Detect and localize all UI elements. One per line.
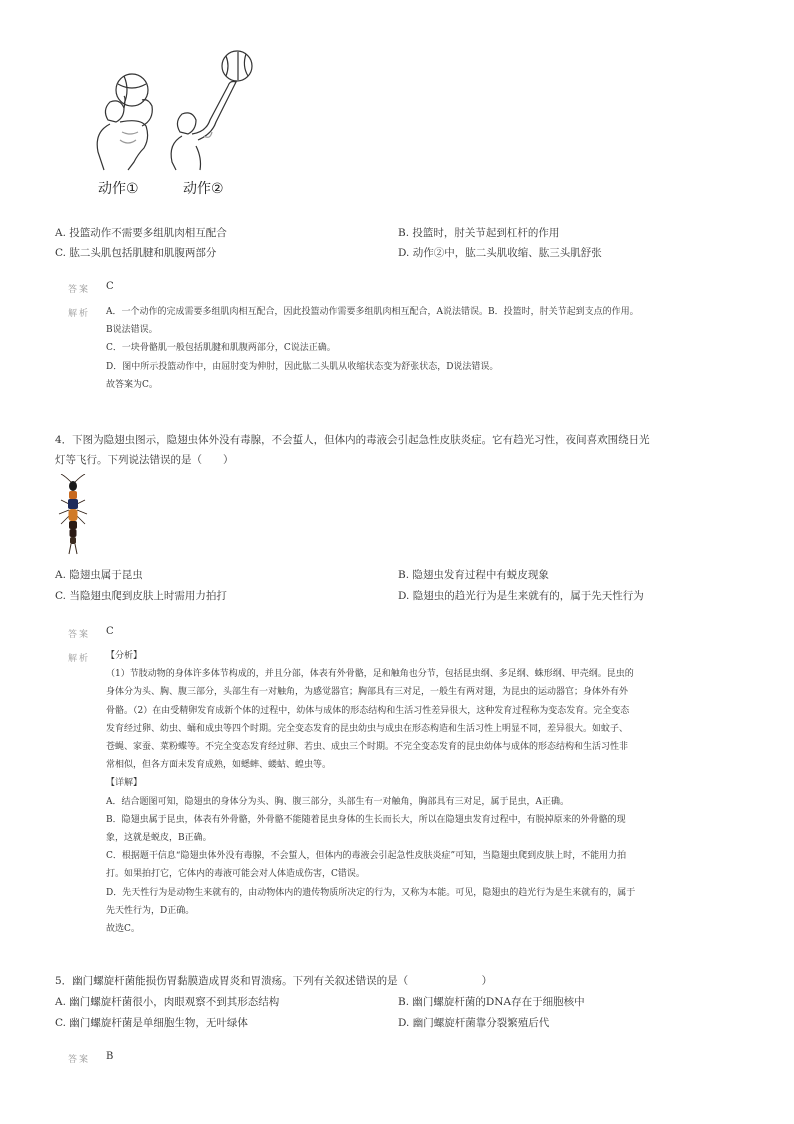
q3-explanation bbox=[106, 303, 746, 394]
q3-explanation-line: C．一块骨骼肌一般包括肌腱和肌腹两部分，C说法正确。 bbox=[106, 343, 336, 354]
q3-option-a: A. 投篮动作不需要多组肌肉相互配合 bbox=[55, 227, 227, 239]
q3-option-c: C. 肱二头肌包括肌腱和肌腹两部分 bbox=[55, 247, 217, 259]
q4-explanation-line: 身体分为头、胸、腹三部分，头部生有一对触角，为感觉器官；胸部具有三对足，一般生有两对翅，为昆虫的运动器官；身体外有外 bbox=[106, 687, 629, 698]
q5-answer-value: B bbox=[106, 1051, 114, 1062]
q4-answer-label: 答案 bbox=[68, 630, 91, 640]
q4-explanation-line: 苍蝇、家蚕、菜粉蝶等。不完全变态发育经过卵、若虫、成虫三个时期。不完全变态发育的昆虫幼体与成体的形态结构和生活习性非 bbox=[106, 742, 629, 753]
q4-answer-value: C bbox=[106, 626, 114, 637]
q3-option-b: B. 投篮时，肘关节起到杠杆的作用 bbox=[398, 227, 560, 239]
rove-beetle-image bbox=[55, 474, 91, 564]
q4-explanation-line: 骨骼。（2）在由受精卵发育成新个体的过程中，幼体与成体的形态结构和生活习性差异很大，这种发育过程称为变态发育。完全变态 bbox=[106, 705, 630, 716]
q5-stem: 5．幽门螺旋杆菌能损伤胃黏膜造成胃炎和胃溃疡。下列有关叙述错误的是（ ） bbox=[55, 975, 493, 987]
q4-option-d: D. 隐翅虫的趋光行为是生来就有的，属于先天性行为 bbox=[398, 590, 644, 602]
q4-explanation bbox=[106, 647, 756, 938]
q4-explanation-line: D．先天性行为是动物生来就有的，由动物体内的遗传物质所决定的行为，又称为本能。可见，隐翅虫的趋光行为是生来就有的，属于 bbox=[106, 887, 636, 898]
q4-explanation-label: 解析 bbox=[68, 654, 91, 664]
q4-explanation-line: C．根据题干信息“隐翅虫体外没有毒腺，不会蜇人，但体内的毒液会引起急性皮肤炎症”可知，当隐翅虫爬到皮肤上时，不能用力拍 bbox=[106, 851, 627, 862]
q5-option-c: C. 幽门螺旋杆菌是单细胞生物，无叶绿体 bbox=[55, 1017, 248, 1029]
q3-explanation-line: B说法错误。 bbox=[106, 325, 158, 336]
q4-explanation-line: B．隐翅虫属于昆虫，体表有外骨骼，外骨骼不能随着昆虫身体的生长而长大，所以在隐翅虫发育过程中，有脱掉原来的外骨骼的现 bbox=[106, 814, 626, 825]
q3-explanation-label: 解析 bbox=[68, 309, 91, 319]
q4-option-a: A. 隐翅虫属于昆虫 bbox=[55, 569, 143, 581]
q3-option-d: D. 动作②中，肱二头肌收缩、肱三头肌舒张 bbox=[398, 247, 602, 259]
q4-explanation-line: 先天性行为，D正确。 bbox=[106, 905, 195, 916]
q4-option-c: C. 当隐翅虫爬到皮肤上时需用力拍打 bbox=[55, 590, 227, 602]
basketball-illustration bbox=[80, 40, 280, 200]
q4-explanation-line: 发育经过卵、幼虫、蛹和成虫等四个时期。完全变态发育的昆虫幼虫与成虫在形态构造和生活习性上明显不同，差异很大。如蚊子、 bbox=[106, 723, 629, 734]
q3-explanation-line: 故答案为C。 bbox=[106, 379, 158, 390]
q4-explanation-line: 常相似，但各方面未发育成熟，如蟋蟀、蝼蛄、蝗虫等。 bbox=[106, 760, 332, 771]
q4-option-b: B. 隐翅虫发育过程中有蜕皮现象 bbox=[398, 569, 549, 581]
q4-explanation-line: A．结合题图可知，隐翅虫的身体分为头、胸、腹三部分，头部生有一对触角，胸部具有三对足，属于昆虫，A正确。 bbox=[106, 796, 570, 807]
q3-explanation-line: D．图中所示投篮动作中，由屈肘变为伸肘，因此肱二头肌从收缩状态变为舒张状态，D说法错误。 bbox=[106, 361, 499, 372]
figure-label-action-1: 动作① bbox=[98, 181, 139, 197]
q4-stem bbox=[55, 430, 755, 470]
q4-explanation-line: 故选C。 bbox=[106, 924, 140, 935]
q5-option-d: D. 幽门螺旋杆菌靠分裂繁殖后代 bbox=[398, 1017, 550, 1029]
q4-explanation-line: 【详解】 bbox=[106, 778, 143, 789]
rove-beetle-illustration bbox=[55, 474, 91, 564]
q3-explanation-line: A．一个动作的完成需要多组肌肉相互配合，因此投篮动作需要多组肌肉相互配合，A说法错误。B．投篮时，肘关节起到支点的作用。 bbox=[106, 307, 639, 317]
q5-option-b: B. 幽门螺旋杆菌的DNA存在于细胞核中 bbox=[398, 996, 585, 1008]
q3-answer-value: C bbox=[106, 281, 114, 292]
q3-answer-label: 答案 bbox=[68, 285, 91, 295]
q5-answer-label: 答案 bbox=[68, 1055, 91, 1065]
q4-explanation-line: 打。如果拍打它，它体内的毒液可能会对人体造成伤害，C错误。 bbox=[106, 869, 365, 880]
q5-option-a: A. 幽门螺旋杆菌很小，肉眼观察不到其形态结构 bbox=[55, 996, 280, 1008]
basketball-figure bbox=[80, 40, 280, 200]
q4-explanation-line: （1）节肢动物的身体许多体节构成的，并且分部，体表有外骨骼，足和触角也分节，包括昆虫纲、多足纲、蛛形纲、甲壳纲。昆虫的 bbox=[106, 669, 634, 680]
q4-explanation-line: 【分析】 bbox=[106, 651, 143, 661]
figure-label-action-2: 动作② bbox=[183, 181, 224, 197]
q4-stem-line: 4．下图为隐翅虫图示，隐翅虫体外没有毒腺，不会蜇人，但体内的毒液会引起急性皮肤炎症。它有趋光习性，夜间喜欢围绕日光 bbox=[55, 434, 650, 446]
q4-stem-line: 灯等飞行。下列说法错误的是（ ） bbox=[55, 454, 234, 466]
q4-explanation-line: 象，这就是蜕皮，B正确。 bbox=[106, 833, 212, 844]
